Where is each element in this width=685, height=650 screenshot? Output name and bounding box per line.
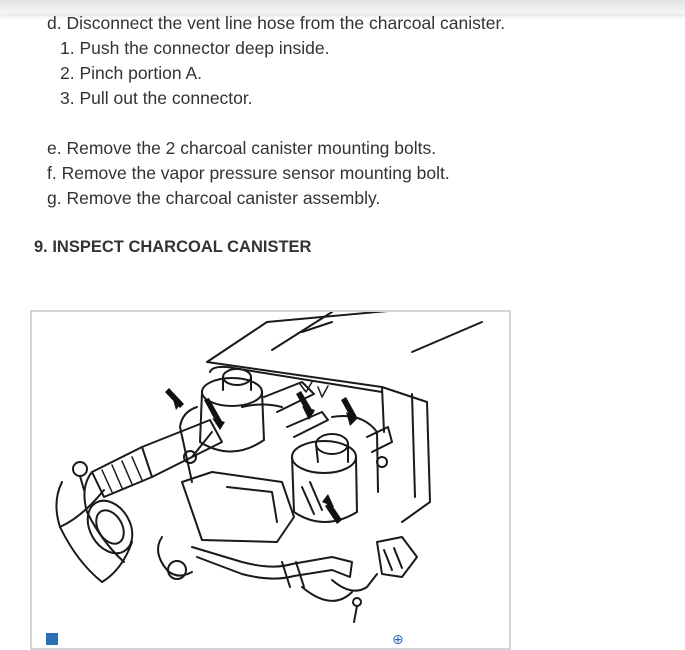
canister-line-drawing xyxy=(32,312,509,648)
step-d: d. Disconnect the vent line hose from the charcoal canister. xyxy=(47,13,506,33)
step-e: e. Remove the 2 charcoal canister mounting bolts. xyxy=(47,138,437,158)
new-tab-icon xyxy=(46,633,58,645)
step-f: f. Remove the vapor pressure sensor mounting bolt. xyxy=(47,163,450,183)
charcoal-canister-illustration xyxy=(30,310,511,650)
section-heading: 9. INSPECT CHARCOAL CANISTER xyxy=(34,238,312,256)
step-g: g. Remove the charcoal canister assembly. xyxy=(47,188,381,208)
step-d-substep-2: 2. Pinch portion A. xyxy=(60,63,203,83)
step-d-substep-3: 3. Pull out the connector. xyxy=(60,88,253,108)
zoom-print-link[interactable] xyxy=(392,631,404,648)
top-bar-shadow xyxy=(0,0,685,14)
zoom-icon: ⊕ xyxy=(392,631,404,647)
figure-footer xyxy=(32,631,509,650)
open-in-new-tab-link[interactable] xyxy=(46,631,64,647)
step-d-substep-1: 1. Push the connector deep inside. xyxy=(60,38,330,58)
